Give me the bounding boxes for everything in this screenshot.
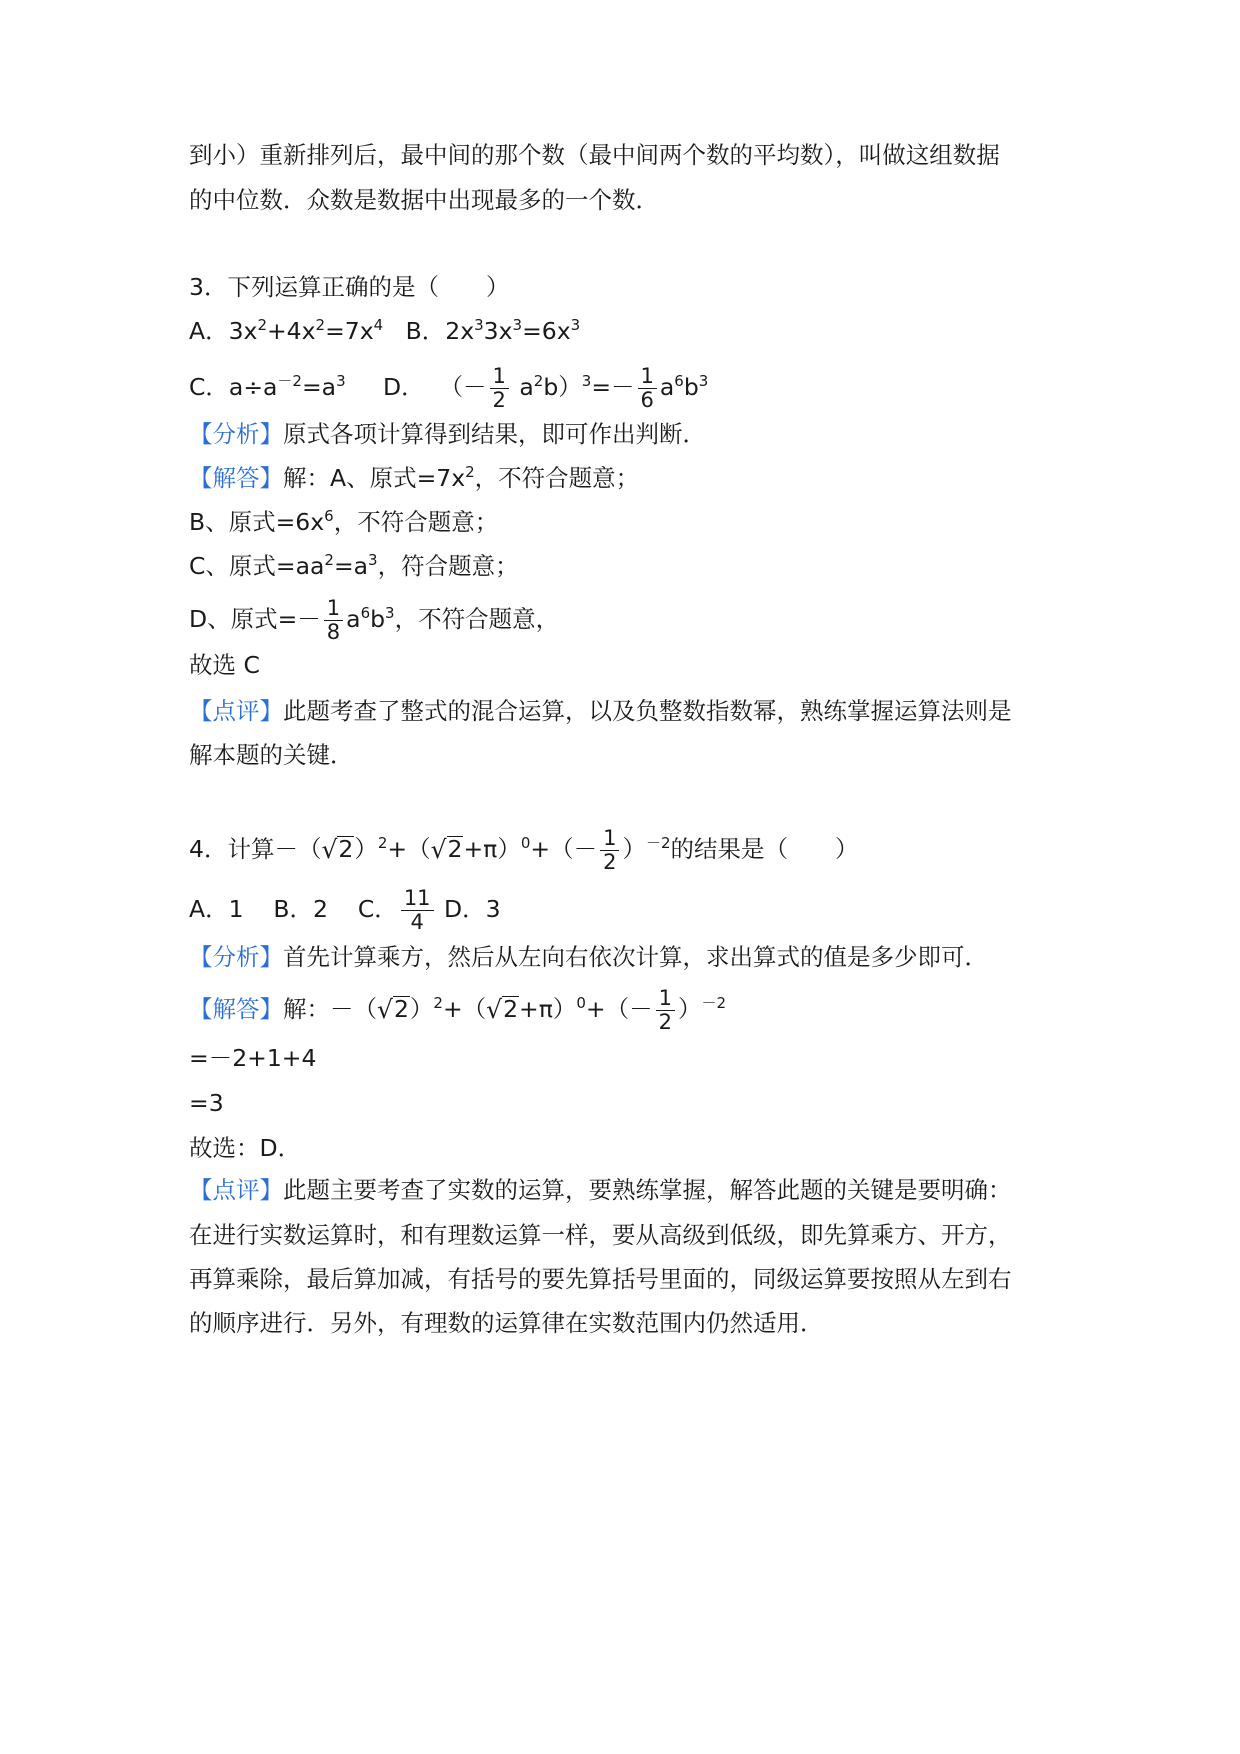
q4-review-4: 的顺序进行．另外，有理数的运算律在实数范围内仍然适用． bbox=[189, 1309, 824, 1337]
sqrt-symbol: √2 bbox=[377, 995, 409, 1024]
q4-analysis: 【分析】首先计算乘方，然后从左向右依次计算，求出算式的值是多少即可． bbox=[189, 943, 988, 971]
review-tag: 【点评】 bbox=[189, 697, 283, 725]
q3-answer-d: D、原式=－ $\frac{1}{8}$ $a^6b^3$，不符合题意， bbox=[189, 596, 560, 644]
fraction: $\frac{1}{2}$ bbox=[490, 366, 509, 411]
intro-line-2: 的中位数．众数是数据中出现最多的一个数． bbox=[189, 186, 659, 214]
q4-step-1: =－2+1+4 bbox=[189, 1044, 317, 1072]
q4-stem: 4．计算$-(√2)^2+(√2+\pi)^0+(-$ $\frac{1}{2}$ ）$^{-2}$的结果是（ ） bbox=[189, 826, 859, 874]
analysis-tag: 【分析】 bbox=[189, 943, 283, 971]
fraction: $\frac{1}{8}$ bbox=[324, 598, 343, 643]
sqrt-symbol: √2 bbox=[430, 835, 463, 864]
fraction: $\frac{1}{2}$ bbox=[656, 988, 675, 1033]
sqrt-symbol: √2 bbox=[321, 835, 354, 864]
q3-options-ab: A．$3x^2+4x^2=7x^4$ B．$2x^33x^3=6x^3$ bbox=[189, 316, 581, 345]
q4-answer: 【解答】解：$-(√2)^2+(√2+\pi)^0+(-$ $\frac{1}{2}$ ）$^{-2}$ bbox=[189, 986, 727, 1034]
analysis-tag: 【分析】 bbox=[189, 420, 283, 448]
intro-line-1: 到小）重新排列后，最中间的那个数（最中间两个数的平均数），叫做这组数据 bbox=[189, 141, 1000, 169]
q4-choice: 故选：D． bbox=[189, 1134, 302, 1162]
q3-choice: 故选 C bbox=[189, 651, 260, 679]
q3-options-cd: C．$a\div a^{-2}=a^3$ D． （－ $\frac{1}{2}$ $a^2b)^3=-$ $\frac{1}{6}$ $a^6b^3$ bbox=[189, 364, 709, 412]
q3-review-1: 【点评】此题考查了整式的混合运算，以及负整数指数幂，熟练掌握运算法则是 bbox=[189, 697, 1012, 725]
review-tag: 【点评】 bbox=[189, 1176, 283, 1204]
q3-stem: 3．下列运算正确的是（ ） bbox=[189, 273, 510, 301]
q3-answer-b: B、原式$=6x^6$，不符合题意； bbox=[189, 507, 499, 536]
q4-step-2: =3 bbox=[189, 1089, 224, 1117]
fraction: $\frac{1}{2}$ bbox=[600, 828, 619, 873]
fraction: $\frac{1}{6}$ bbox=[638, 366, 657, 411]
q4-review-2: 在进行实数运算时，和有理数运算一样，要从高级到低级，即先算乘方、开方， bbox=[189, 1221, 1012, 1249]
q3-answer-a: 【解答】解：A、原式$=7x^2$，不符合题意； bbox=[189, 463, 640, 492]
sqrt-symbol: √2 bbox=[486, 995, 519, 1024]
answer-tag: 【解答】 bbox=[189, 464, 283, 492]
q3-analysis: 【分析】原式各项计算得到结果，即可作出判断． bbox=[189, 420, 706, 448]
q3-answer-c: C、原式$=aa^2=a^3$，符合题意； bbox=[189, 551, 519, 580]
fraction: $\frac{11}{4}$ bbox=[401, 888, 434, 933]
q4-options: A．1 B．2 C． $\frac{11}{4}$ D．3 bbox=[189, 886, 501, 934]
q4-review-1: 【点评】此题主要考查了实数的运算，要熟练掌握，解答此题的关键是要明确： bbox=[189, 1176, 1012, 1204]
q4-review-3: 再算乘除，最后算加减，有括号的要先算括号里面的，同级运算要按照从左到右 bbox=[189, 1265, 1012, 1293]
q3-review-2: 解本题的关键． bbox=[189, 741, 354, 769]
answer-tag: 【解答】 bbox=[189, 995, 283, 1023]
